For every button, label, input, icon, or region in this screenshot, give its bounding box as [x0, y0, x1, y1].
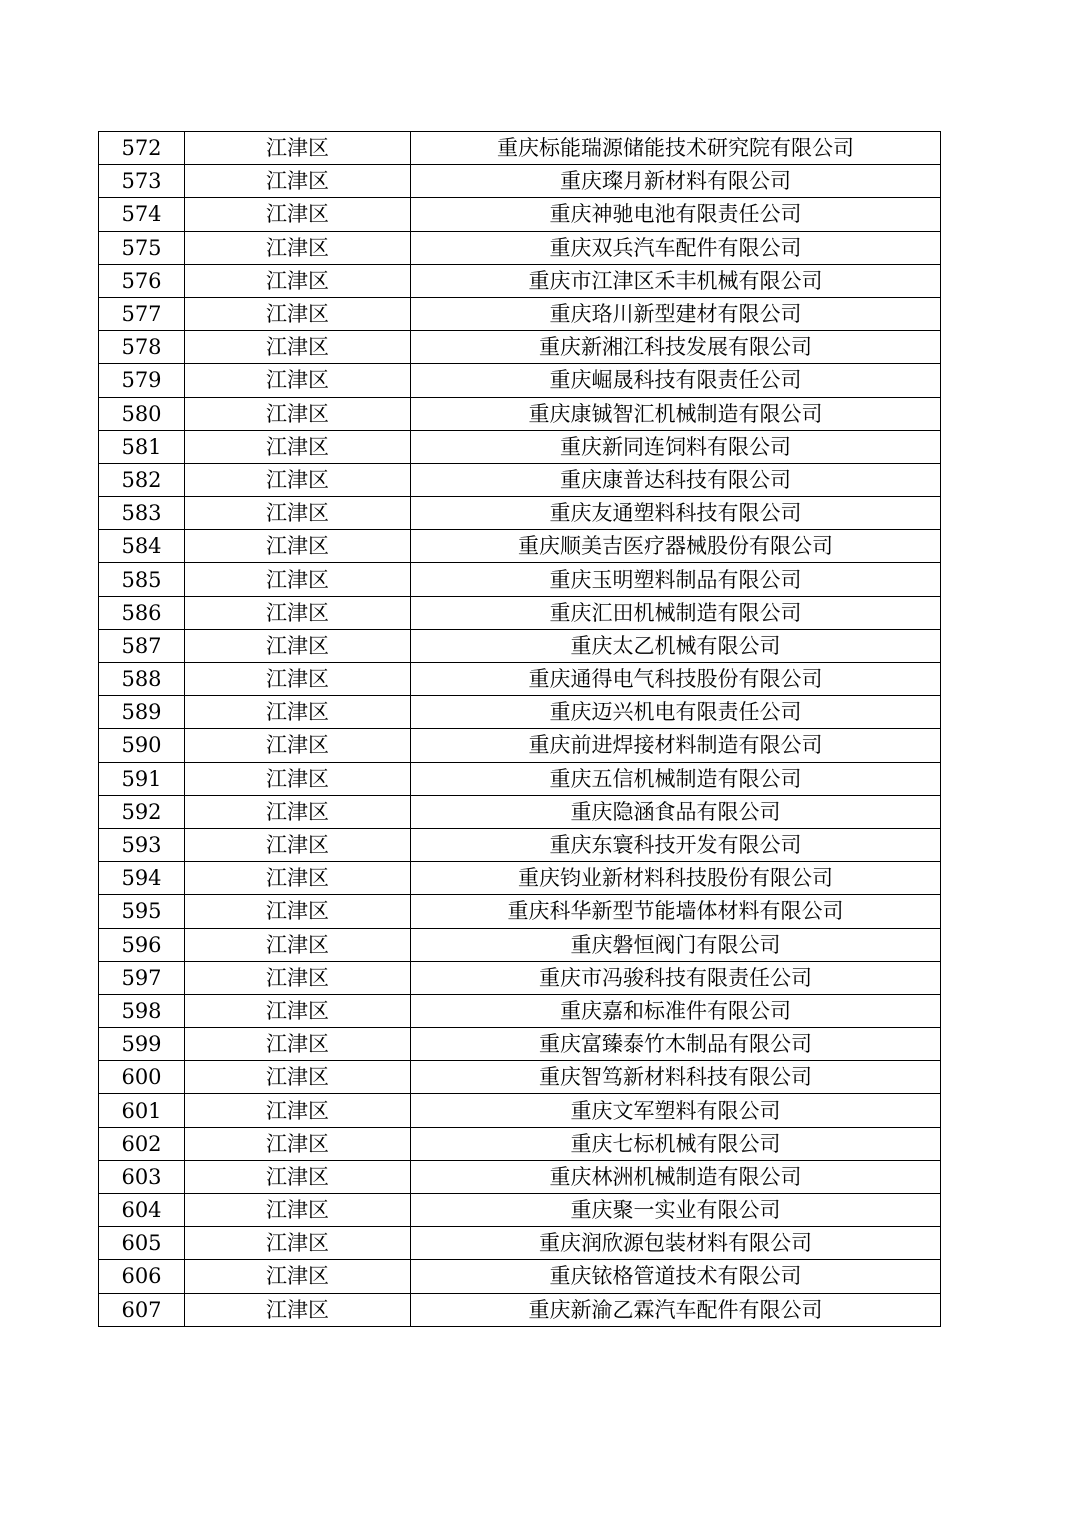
table-row [99, 397, 941, 430]
table-row [99, 596, 941, 629]
row-number-cell: 584 [99, 530, 185, 563]
row-number-cell: 576 [99, 264, 185, 297]
district-cell: 江津区 [185, 430, 411, 463]
company-name-cell: 重庆玉明塑料制品有限公司 [411, 563, 941, 596]
company-name-cell: 重庆智笃新材料科技有限公司 [411, 1061, 941, 1094]
row-number-cell: 572 [99, 132, 185, 165]
table-row [99, 1061, 941, 1094]
row-number-cell: 604 [99, 1194, 185, 1227]
district-cell: 江津区 [185, 198, 411, 231]
company-name-cell: 重庆珞川新型建材有限公司 [411, 297, 941, 330]
company-name-cell: 重庆东寰科技开发有限公司 [411, 828, 941, 861]
district-cell: 江津区 [185, 795, 411, 828]
row-number-cell: 573 [99, 165, 185, 198]
table-row [99, 1160, 941, 1193]
row-number-cell: 583 [99, 497, 185, 530]
row-number-cell: 601 [99, 1094, 185, 1127]
company-name-cell: 重庆璨月新材料有限公司 [411, 165, 941, 198]
company-name-cell: 重庆林洲机械制造有限公司 [411, 1160, 941, 1193]
table-row [99, 297, 941, 330]
row-number-cell: 596 [99, 928, 185, 961]
district-cell: 江津区 [185, 231, 411, 264]
company-name-cell: 重庆顺美吉医疗器械股份有限公司 [411, 530, 941, 563]
district-cell: 江津区 [185, 696, 411, 729]
company-name-cell: 重庆润欣源包装材料有限公司 [411, 1227, 941, 1260]
company-name-cell: 重庆文军塑料有限公司 [411, 1094, 941, 1127]
district-cell: 江津区 [185, 497, 411, 530]
company-name-cell: 重庆崛晟科技有限责任公司 [411, 364, 941, 397]
row-number-cell: 585 [99, 563, 185, 596]
company-name-cell: 重庆康铖智汇机械制造有限公司 [411, 397, 941, 430]
table-row [99, 762, 941, 795]
row-number-cell: 595 [99, 895, 185, 928]
row-number-cell: 597 [99, 961, 185, 994]
district-cell: 江津区 [185, 132, 411, 165]
company-name-cell: 重庆汇田机械制造有限公司 [411, 596, 941, 629]
district-cell: 江津区 [185, 1127, 411, 1160]
district-cell: 江津区 [185, 364, 411, 397]
table-row [99, 961, 941, 994]
table-row [99, 994, 941, 1027]
row-number-cell: 590 [99, 729, 185, 762]
district-cell: 江津区 [185, 1260, 411, 1293]
company-name-cell: 重庆通得电气科技股份有限公司 [411, 663, 941, 696]
row-number-cell: 582 [99, 463, 185, 496]
row-number-cell: 588 [99, 663, 185, 696]
company-name-cell: 重庆市冯骏科技有限责任公司 [411, 961, 941, 994]
company-name-cell: 重庆七标机械有限公司 [411, 1127, 941, 1160]
company-name-cell: 重庆前进焊接材料制造有限公司 [411, 729, 941, 762]
row-number-cell: 591 [99, 762, 185, 795]
district-cell: 江津区 [185, 762, 411, 795]
table-row [99, 828, 941, 861]
company-name-cell: 重庆康普达科技有限公司 [411, 463, 941, 496]
district-cell: 江津区 [185, 729, 411, 762]
district-cell: 江津区 [185, 928, 411, 961]
table-row [99, 1227, 941, 1260]
district-cell: 江津区 [185, 596, 411, 629]
company-name-cell: 重庆聚一实业有限公司 [411, 1194, 941, 1227]
company-name-cell: 重庆神驰电池有限责任公司 [411, 198, 941, 231]
district-cell: 江津区 [185, 1160, 411, 1193]
table-row [99, 1028, 941, 1061]
row-number-cell: 594 [99, 862, 185, 895]
district-cell: 江津区 [185, 961, 411, 994]
district-cell: 江津区 [185, 563, 411, 596]
company-name-cell: 重庆市江津区禾丰机械有限公司 [411, 264, 941, 297]
company-name-cell: 重庆科华新型节能墙体材料有限公司 [411, 895, 941, 928]
row-number-cell: 575 [99, 231, 185, 264]
company-name-cell: 重庆迈兴机电有限责任公司 [411, 696, 941, 729]
row-number-cell: 586 [99, 596, 185, 629]
row-number-cell: 605 [99, 1227, 185, 1260]
company-name-cell: 重庆五信机械制造有限公司 [411, 762, 941, 795]
district-cell: 江津区 [185, 463, 411, 496]
row-number-cell: 579 [99, 364, 185, 397]
table-row [99, 1260, 941, 1293]
company-name-cell: 重庆友通塑料科技有限公司 [411, 497, 941, 530]
district-cell: 江津区 [185, 862, 411, 895]
district-cell: 江津区 [185, 264, 411, 297]
table-row [99, 331, 941, 364]
district-cell: 江津区 [185, 331, 411, 364]
table-row [99, 862, 941, 895]
row-number-cell: 599 [99, 1028, 185, 1061]
table-row [99, 165, 941, 198]
table-row [99, 729, 941, 762]
district-cell: 江津区 [185, 1094, 411, 1127]
row-number-cell: 587 [99, 629, 185, 662]
district-cell: 江津区 [185, 663, 411, 696]
district-cell: 江津区 [185, 297, 411, 330]
table-row [99, 795, 941, 828]
district-cell: 江津区 [185, 1194, 411, 1227]
table-row [99, 430, 941, 463]
row-number-cell: 607 [99, 1293, 185, 1326]
row-number-cell: 581 [99, 430, 185, 463]
row-number-cell: 577 [99, 297, 185, 330]
row-number-cell: 606 [99, 1260, 185, 1293]
district-cell: 江津区 [185, 397, 411, 430]
table-row [99, 497, 941, 530]
district-cell: 江津区 [185, 165, 411, 198]
table-row [99, 1293, 941, 1326]
district-cell: 江津区 [185, 530, 411, 563]
table-body [99, 132, 941, 1327]
table-row [99, 264, 941, 297]
table-row [99, 629, 941, 662]
table-row [99, 530, 941, 563]
table-row [99, 231, 941, 264]
district-cell: 江津区 [185, 1061, 411, 1094]
company-name-cell: 重庆钧业新材料科技股份有限公司 [411, 862, 941, 895]
table-row [99, 132, 941, 165]
table-row [99, 198, 941, 231]
district-cell: 江津区 [185, 994, 411, 1027]
row-number-cell: 603 [99, 1160, 185, 1193]
row-number-cell: 580 [99, 397, 185, 430]
company-name-cell: 重庆新湘江科技发展有限公司 [411, 331, 941, 364]
table-row [99, 895, 941, 928]
company-name-cell: 重庆新渝乙霖汽车配件有限公司 [411, 1293, 941, 1326]
table-row [99, 696, 941, 729]
company-name-cell: 重庆铱格管道技术有限公司 [411, 1260, 941, 1293]
company-name-cell: 重庆磐恒阀门有限公司 [411, 928, 941, 961]
row-number-cell: 602 [99, 1127, 185, 1160]
table-row [99, 928, 941, 961]
district-cell: 江津区 [185, 1028, 411, 1061]
table-row [99, 1194, 941, 1227]
district-cell: 江津区 [185, 828, 411, 861]
table-row [99, 1094, 941, 1127]
table-row [99, 1127, 941, 1160]
district-cell: 江津区 [185, 629, 411, 662]
company-name-cell: 重庆新同连饲料有限公司 [411, 430, 941, 463]
district-cell: 江津区 [185, 895, 411, 928]
company-name-cell: 重庆标能瑞源储能技术研究院有限公司 [411, 132, 941, 165]
row-number-cell: 578 [99, 331, 185, 364]
row-number-cell: 574 [99, 198, 185, 231]
district-cell: 江津区 [185, 1227, 411, 1260]
row-number-cell: 589 [99, 696, 185, 729]
company-name-cell: 重庆隐涵食品有限公司 [411, 795, 941, 828]
table-row [99, 463, 941, 496]
row-number-cell: 598 [99, 994, 185, 1027]
company-name-cell: 重庆嘉和标准件有限公司 [411, 994, 941, 1027]
table-row [99, 663, 941, 696]
row-number-cell: 600 [99, 1061, 185, 1094]
row-number-cell: 593 [99, 828, 185, 861]
table-row [99, 364, 941, 397]
company-list-table [98, 131, 941, 1327]
row-number-cell: 592 [99, 795, 185, 828]
company-name-cell: 重庆富臻泰竹木制品有限公司 [411, 1028, 941, 1061]
company-name-cell: 重庆太乙机械有限公司 [411, 629, 941, 662]
table-row [99, 563, 941, 596]
district-cell: 江津区 [185, 1293, 411, 1326]
company-name-cell: 重庆双兵汽车配件有限公司 [411, 231, 941, 264]
